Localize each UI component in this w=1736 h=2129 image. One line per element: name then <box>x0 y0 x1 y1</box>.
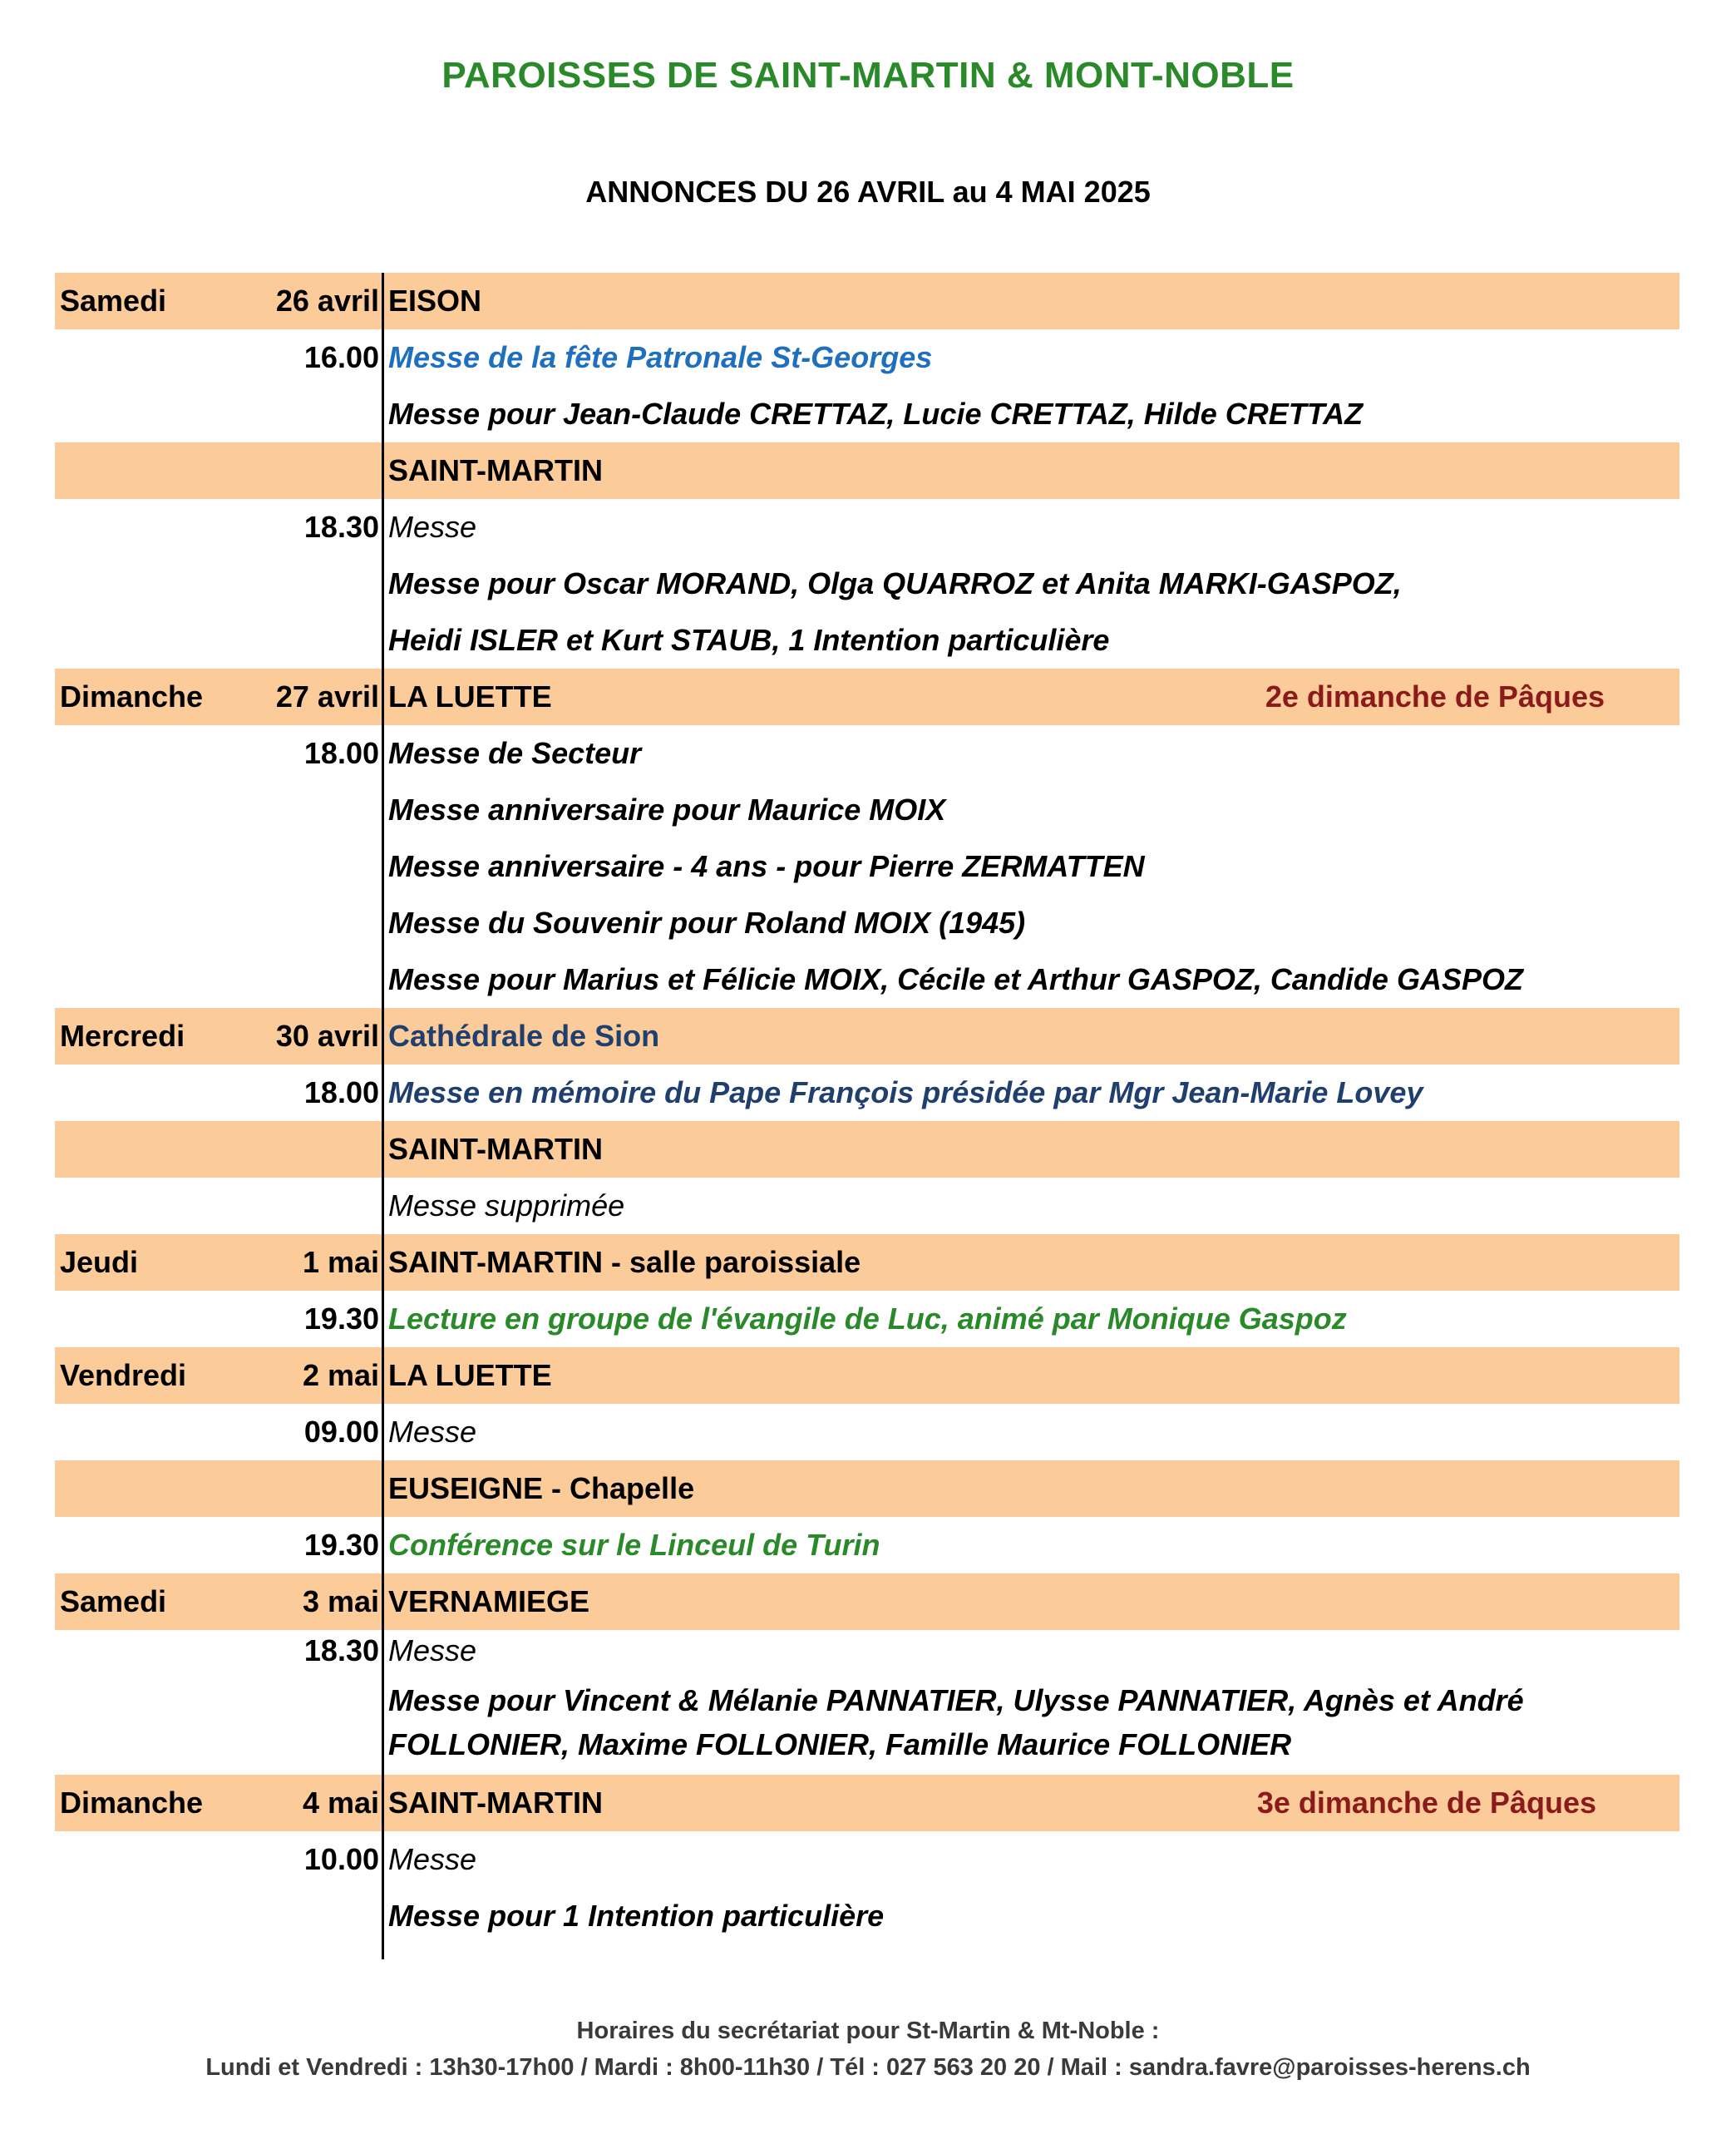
event-time: 18.00 <box>303 1075 379 1109</box>
liturgical-feast: 2e dimanche de Pâques <box>1265 679 1605 714</box>
event-row <box>55 1831 1679 1888</box>
location: SAINT-MARTIN - salle paroissiale <box>388 1245 861 1279</box>
day-name: Samedi <box>60 284 167 318</box>
announcements-period: ANNONCES DU 26 AVRIL au 4 MAI 2025 <box>585 175 1151 209</box>
day-name: Jeudi <box>60 1245 139 1279</box>
event-text: Messe <box>388 1842 477 1876</box>
event-time: 18.30 <box>303 510 379 544</box>
event-text: Messe pour Jean-Claude CRETTAZ, Lucie CRETTAZ, Hilde CRETTAZ <box>388 397 1364 431</box>
location: EUSEIGNE - Chapelle <box>388 1471 695 1505</box>
location: LA LUETTE <box>388 679 552 714</box>
column-divider <box>382 273 384 1959</box>
day-date: 3 mai <box>302 1584 379 1618</box>
event-row <box>55 951 1679 1008</box>
event-row <box>55 1630 1679 1672</box>
event-row <box>55 556 1679 612</box>
page-title: PAROISSES DE SAINT-MARTIN & MONT-NOBLE <box>441 55 1295 96</box>
event-time: 16.00 <box>303 340 379 374</box>
event-text: Messe pour Marius et Félicie MOIX, Cécile et Arthur GASPOZ, Candide GASPOZ <box>388 962 1523 996</box>
event-text: Messe de la fête Patronale St-Georges <box>388 340 933 374</box>
location: SAINT-MARTIN <box>388 453 603 487</box>
location: Cathédrale de Sion <box>388 1019 660 1053</box>
day-header-row <box>55 669 1679 725</box>
liturgical-feast: 3e dimanche de Pâques <box>1256 1786 1596 1820</box>
event-text: Messe du Souvenir pour Roland MOIX (1945) <box>388 906 1026 940</box>
event-text: Lecture en groupe de l'évangile de Luc, animé par Monique Gaspoz <box>388 1302 1347 1336</box>
event-text: Messe supprimée <box>388 1188 625 1223</box>
event-text <box>388 1678 1663 1766</box>
event-text: Messe <box>388 1415 477 1449</box>
location: VERNAMIEGE <box>388 1584 590 1618</box>
event-text: Messe anniversaire - 4 ans - pour Pierre ZERMATTEN <box>388 849 1145 883</box>
event-row <box>55 1888 1679 1944</box>
day-header-row <box>55 273 1679 329</box>
location: EISON <box>388 284 482 318</box>
location-row <box>55 442 1679 499</box>
event-row <box>55 1291 1679 1347</box>
location-row <box>55 1460 1679 1517</box>
day-date: 1 mai <box>302 1245 379 1279</box>
event-time: 09.00 <box>303 1415 379 1449</box>
event-text: Messe en mémoire du Pape François présidée par Mgr Jean-Marie Lovey <box>388 1075 1423 1109</box>
event-row <box>55 1404 1679 1460</box>
event-time: 10.00 <box>303 1842 379 1876</box>
event-time: 18.30 <box>303 1633 379 1667</box>
event-text: Messe anniversaire pour Maurice MOIX <box>388 793 946 827</box>
day-header-row <box>55 1775 1679 1831</box>
event-row <box>55 329 1679 386</box>
day-date: 30 avril <box>275 1019 379 1053</box>
event-text: Messe pour 1 Intention particulière <box>388 1899 885 1933</box>
event-row <box>55 838 1679 895</box>
day-date: 27 avril <box>275 679 379 714</box>
event-text: Messe pour Oscar MORAND, Olga QUARROZ et Anita MARKI-GASPOZ, <box>388 566 1402 600</box>
location: LA LUETTE <box>388 1358 552 1392</box>
day-name: Dimanche <box>60 679 204 714</box>
day-header-row <box>55 1347 1679 1404</box>
day-header-row <box>55 1234 1679 1291</box>
day-header-row <box>55 1008 1679 1064</box>
event-row <box>55 895 1679 951</box>
event-row <box>55 1672 1679 1775</box>
event-time: 18.00 <box>303 736 379 770</box>
event-text: Heidi ISLER et Kurt STAUB, 1 Intention particulière <box>388 623 1110 657</box>
event-row <box>55 1064 1679 1121</box>
event-time: 19.30 <box>303 1528 379 1562</box>
event-row <box>55 725 1679 782</box>
event-text: Messe de Secteur <box>388 736 642 770</box>
event-row <box>55 386 1679 442</box>
day-name: Samedi <box>60 1584 167 1618</box>
location: SAINT-MARTIN <box>388 1786 603 1820</box>
location-row <box>55 1121 1679 1178</box>
event-row <box>55 1517 1679 1573</box>
event-text: Conférence sur le Linceul de Turin <box>388 1528 880 1562</box>
footer-secretariat-title: Horaires du secrétariat pour St-Martin & Mt-Noble : <box>576 2018 1160 2044</box>
event-row <box>55 612 1679 669</box>
day-date: 26 avril <box>275 284 379 318</box>
day-date: 4 mai <box>302 1786 379 1820</box>
event-text: Messe <box>388 510 477 544</box>
event-text-line: FOLLONIER, Maxime FOLLONIER, Famille Maurice FOLLONIER <box>388 1727 1292 1761</box>
event-row <box>55 499 1679 556</box>
event-time: 19.30 <box>303 1302 379 1336</box>
event-row <box>55 1178 1679 1234</box>
location: SAINT-MARTIN <box>388 1132 603 1166</box>
day-name: Mercredi <box>60 1019 185 1053</box>
footer-secretariat-hours: Lundi et Vendredi : 13h30-17h00 / Mardi : 8h00-11h30 / Tél : 027 563 20 20 / Mail : sandra.favre@paroisses-herens.ch <box>205 2054 1531 2081</box>
event-text-line: Messe pour Vincent & Mélanie PANNATIER, Ulysse PANNATIER, Agnès et André <box>388 1683 1524 1717</box>
schedule-table <box>55 273 1679 1944</box>
event-row <box>55 782 1679 838</box>
day-header-row <box>55 1573 1679 1630</box>
event-text: Messe <box>388 1633 477 1667</box>
day-date: 2 mai <box>302 1358 379 1392</box>
day-name: Vendredi <box>60 1358 187 1392</box>
day-name: Dimanche <box>60 1786 204 1820</box>
